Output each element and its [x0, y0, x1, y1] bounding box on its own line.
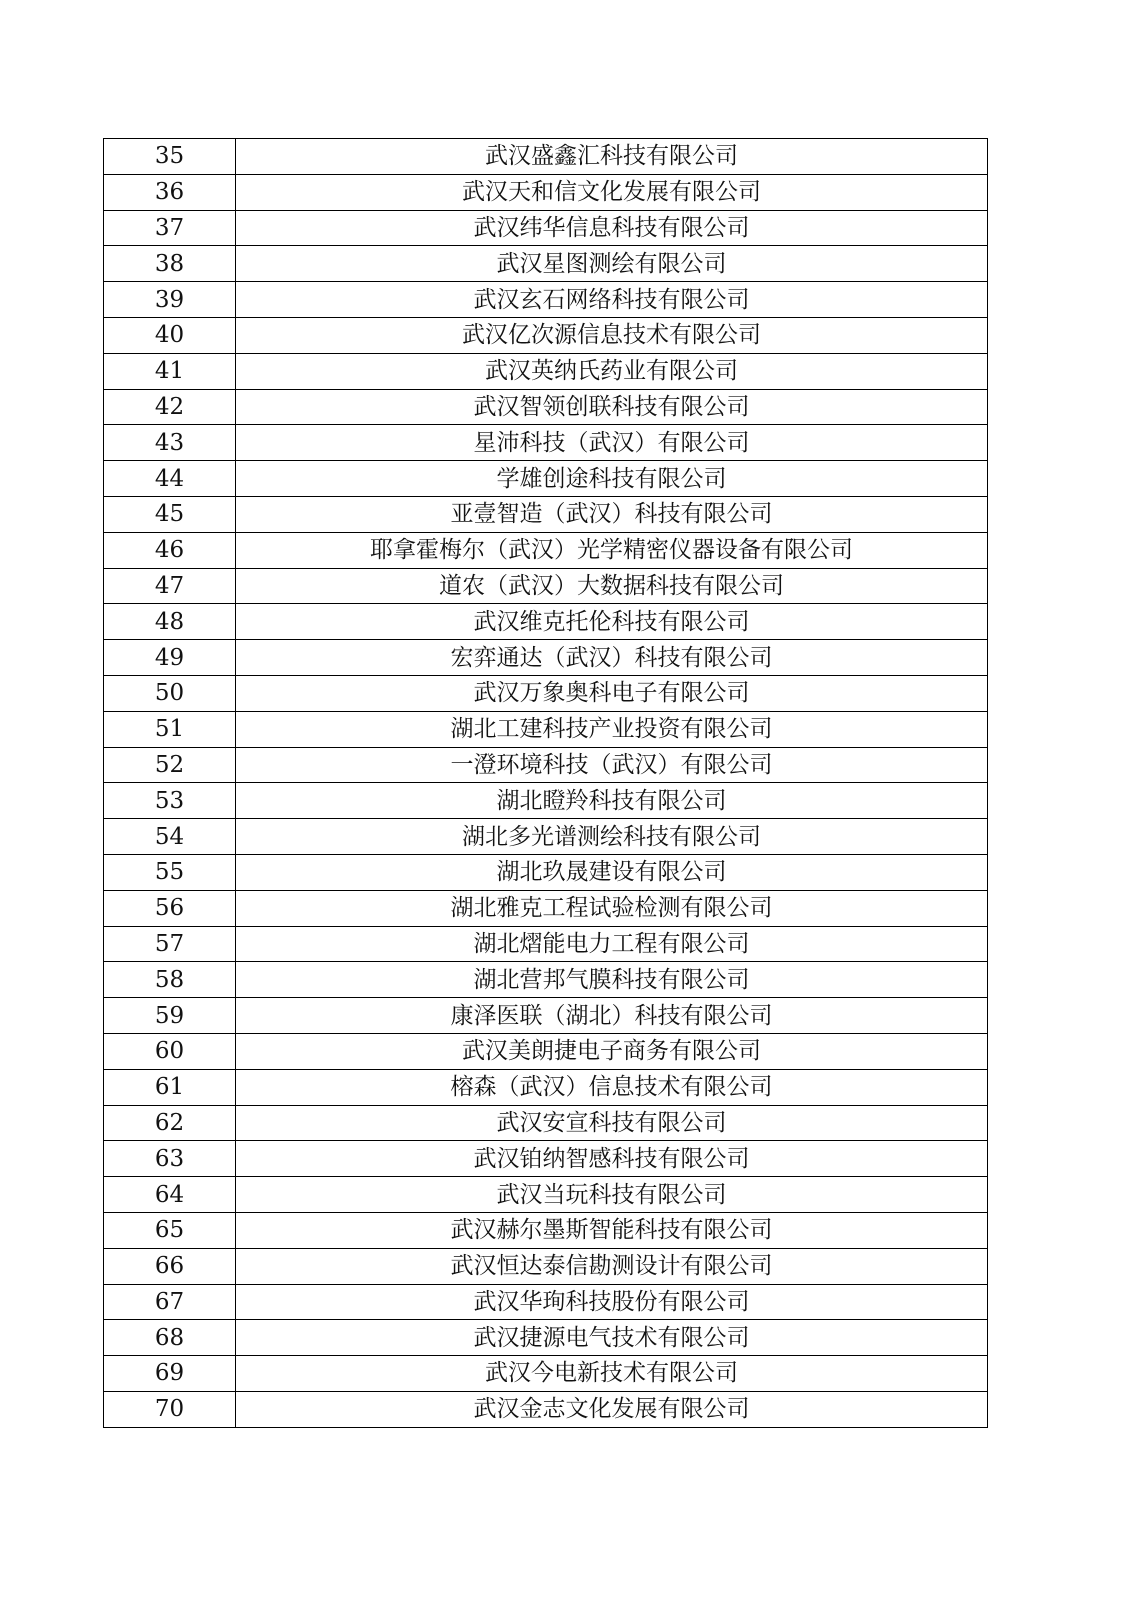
row-number-cell: 40 [104, 317, 236, 353]
company-name-cell: 耶拿霍梅尔（武汉）光学精密仪器设备有限公司 [236, 532, 988, 568]
table-row [104, 246, 988, 282]
company-name-cell: 武汉盛鑫汇科技有限公司 [236, 139, 988, 175]
row-number-cell: 67 [104, 1284, 236, 1320]
company-name-cell: 武汉星图测绘有限公司 [236, 246, 988, 282]
table-row [104, 819, 988, 855]
company-name-cell: 武汉恒达泰信勘测设计有限公司 [236, 1248, 988, 1284]
table-row [104, 1177, 988, 1213]
table-row [104, 998, 988, 1034]
row-number-cell: 70 [104, 1391, 236, 1427]
company-name-cell: 武汉纬华信息科技有限公司 [236, 210, 988, 246]
table-row [104, 675, 988, 711]
row-number-cell: 62 [104, 1105, 236, 1141]
row-number-cell: 56 [104, 890, 236, 926]
row-number-cell: 51 [104, 711, 236, 747]
row-number-cell: 42 [104, 389, 236, 425]
row-number-cell: 43 [104, 425, 236, 461]
row-number-cell: 63 [104, 1141, 236, 1177]
table-row [104, 1391, 988, 1427]
company-name-cell: 武汉天和信文化发展有限公司 [236, 174, 988, 210]
table-row [104, 139, 988, 175]
company-name-cell: 武汉亿次源信息技术有限公司 [236, 317, 988, 353]
row-number-cell: 65 [104, 1212, 236, 1248]
table-row [104, 210, 988, 246]
table-row [104, 640, 988, 676]
row-number-cell: 53 [104, 783, 236, 819]
table-row [104, 1033, 988, 1069]
row-number-cell: 59 [104, 998, 236, 1034]
row-number-cell: 64 [104, 1177, 236, 1213]
company-name-cell: 武汉金志文化发展有限公司 [236, 1391, 988, 1427]
table-row [104, 174, 988, 210]
table-row [104, 1248, 988, 1284]
table-row [104, 890, 988, 926]
row-number-cell: 49 [104, 640, 236, 676]
row-number-cell: 55 [104, 854, 236, 890]
table-row [104, 532, 988, 568]
company-name-cell: 亚壹智造（武汉）科技有限公司 [236, 496, 988, 532]
row-number-cell: 37 [104, 210, 236, 246]
company-name-cell: 武汉今电新技术有限公司 [236, 1356, 988, 1392]
row-number-cell: 47 [104, 568, 236, 604]
company-name-cell: 武汉智领创联科技有限公司 [236, 389, 988, 425]
row-number-cell: 44 [104, 461, 236, 497]
row-number-cell: 48 [104, 604, 236, 640]
company-name-cell: 武汉美朗捷电子商务有限公司 [236, 1033, 988, 1069]
company-name-cell: 湖北熠能电力工程有限公司 [236, 926, 988, 962]
table-row [104, 854, 988, 890]
table-row [104, 1320, 988, 1356]
table-row [104, 1212, 988, 1248]
company-name-cell: 康泽医联（湖北）科技有限公司 [236, 998, 988, 1034]
row-number-cell: 38 [104, 246, 236, 282]
table-row [104, 962, 988, 998]
row-number-cell: 45 [104, 496, 236, 532]
company-name-cell: 湖北多光谱测绘科技有限公司 [236, 819, 988, 855]
company-list-table [103, 138, 988, 1428]
table-row [104, 461, 988, 497]
row-number-cell: 35 [104, 139, 236, 175]
table-row [104, 711, 988, 747]
row-number-cell: 36 [104, 174, 236, 210]
company-name-cell: 武汉玄石网络科技有限公司 [236, 282, 988, 318]
company-name-cell: 一澄环境科技（武汉）有限公司 [236, 747, 988, 783]
row-number-cell: 46 [104, 532, 236, 568]
table-row [104, 496, 988, 532]
row-number-cell: 69 [104, 1356, 236, 1392]
row-number-cell: 61 [104, 1069, 236, 1105]
row-number-cell: 57 [104, 926, 236, 962]
company-name-cell: 武汉捷源电气技术有限公司 [236, 1320, 988, 1356]
table-row [104, 747, 988, 783]
row-number-cell: 66 [104, 1248, 236, 1284]
row-number-cell: 39 [104, 282, 236, 318]
company-name-cell: 湖北玖晟建设有限公司 [236, 854, 988, 890]
company-name-cell: 武汉维克托伦科技有限公司 [236, 604, 988, 640]
table-row [104, 783, 988, 819]
table-row [104, 389, 988, 425]
company-name-cell: 武汉当玩科技有限公司 [236, 1177, 988, 1213]
table-row [104, 1069, 988, 1105]
company-name-cell: 武汉安宣科技有限公司 [236, 1105, 988, 1141]
table-row [104, 568, 988, 604]
row-number-cell: 54 [104, 819, 236, 855]
company-name-cell: 星沛科技（武汉）有限公司 [236, 425, 988, 461]
table-row [104, 1284, 988, 1320]
row-number-cell: 50 [104, 675, 236, 711]
table-row [104, 1141, 988, 1177]
company-name-cell: 湖北工建科技产业投资有限公司 [236, 711, 988, 747]
table-row [104, 604, 988, 640]
company-name-cell: 宏弈通达（武汉）科技有限公司 [236, 640, 988, 676]
company-name-cell: 道农（武汉）大数据科技有限公司 [236, 568, 988, 604]
table-row [104, 282, 988, 318]
row-number-cell: 52 [104, 747, 236, 783]
company-name-cell: 湖北瞪羚科技有限公司 [236, 783, 988, 819]
company-list-body [104, 139, 988, 1428]
table-row [104, 1356, 988, 1392]
table-row [104, 353, 988, 389]
company-name-cell: 武汉英纳氏药业有限公司 [236, 353, 988, 389]
company-name-cell: 湖北营邦气膜科技有限公司 [236, 962, 988, 998]
company-name-cell: 武汉万象奥科电子有限公司 [236, 675, 988, 711]
row-number-cell: 58 [104, 962, 236, 998]
company-name-cell: 学雄创途科技有限公司 [236, 461, 988, 497]
table-row [104, 425, 988, 461]
company-name-cell: 武汉华珣科技股份有限公司 [236, 1284, 988, 1320]
company-name-cell: 湖北雅克工程试验检测有限公司 [236, 890, 988, 926]
company-name-cell: 武汉铂纳智感科技有限公司 [236, 1141, 988, 1177]
row-number-cell: 68 [104, 1320, 236, 1356]
row-number-cell: 60 [104, 1033, 236, 1069]
table-row [104, 317, 988, 353]
table-row [104, 1105, 988, 1141]
company-name-cell: 武汉赫尔墨斯智能科技有限公司 [236, 1212, 988, 1248]
table-row [104, 926, 988, 962]
company-name-cell: 榕森（武汉）信息技术有限公司 [236, 1069, 988, 1105]
row-number-cell: 41 [104, 353, 236, 389]
